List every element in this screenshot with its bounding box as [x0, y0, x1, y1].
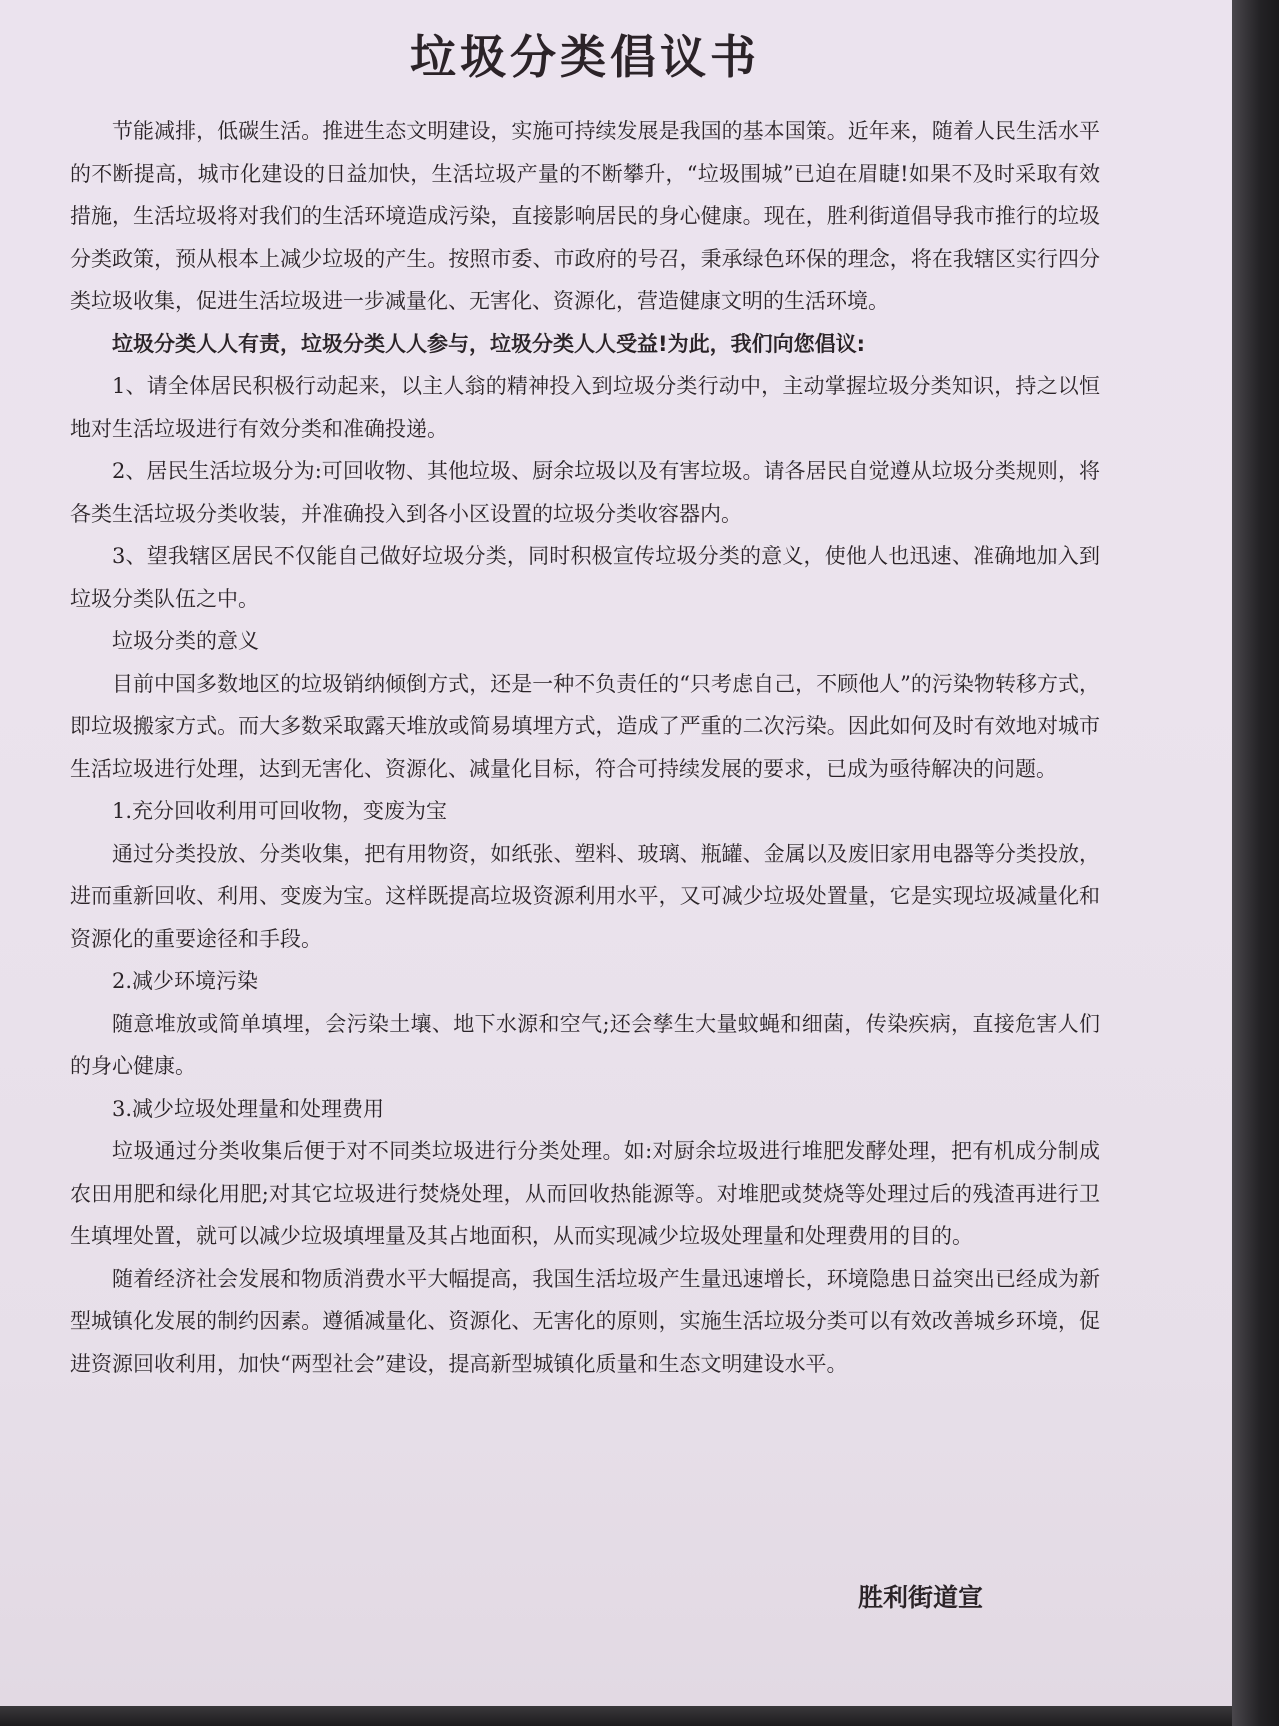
meaning-intro-paragraph: 目前中国多数地区的垃圾销纳倾倒方式，还是一种不负责任的“只考虑自己，不顾他人”的污染物转移方式，即垃圾搬家方式。而大多数采取露天堆放或简易填埋方式，造成了严重的二次污染。因此如何及时有效地对城市生活垃圾进行处理，达到无害化、资源化、减量化目标，符合可持续发展的要求，已成为亟待解决的问题。 [70, 671, 1100, 781]
section-heading: 3.减少垃圾处理量和处理费用 [112, 1096, 385, 1121]
section-body: 垃圾通过分类收集后便于对不同类垃圾进行分类处理。如:对厨余垃圾进行堆肥发酵处理，把有机成分制成农田用肥和绿化用肥;对其它垃圾进行焚烧处理，从而回收热能源等。对堆肥或焚烧等处理过后的残渣再进行卫生填埋处置，就可以减少垃圾填埋量及其占地面积，从而实现减少垃圾处理量和处理费用的目的。 [70, 1139, 1100, 1248]
proposal-item: 1、请全体居民积极行动起来，以主人翁的精神投入到垃圾分类行动中，主动掌握垃圾分类知识，持之以恒地对生活垃圾进行有效分类和准确投递。 [70, 374, 1100, 441]
proposal-item: 3、望我辖区居民不仅能自己做好垃圾分类，同时积极宣传垃圾分类的意义，使他人也迅速、准确地加入到垃圾分类队伍之中。 [70, 544, 1100, 611]
proposal-item: 2、居民生活垃圾分为:可回收物、其他垃圾、厨余垃圾以及有害垃圾。请各居民自觉遵从垃圾分类规则，将各类生活垃圾分类收装，并准确投入到各小区设置的垃圾分类收容器内。 [70, 459, 1100, 526]
intro-paragraph: 节能减排，低碳生活。推进生态文明建设，实施可持续发展是我国的基本国策。近年来，随着人民生活水平的不断提高，城市化建设的日益加快，生活垃圾产量的不断攀升，“垃圾围城”已迫在眉睫!如果不及时采取有效措施，生活垃圾将对我们的生活环境造成污染，直接影响居民的身心健康。现在，胜利街道倡导我市推行的垃圾分类政策，预从根本上减少垃圾的产生。按照市委、市政府的号召，秉承绿色环保的理念，将在我辖区实行四分类垃圾收集，促进生活垃圾进一步减量化、无害化、资源化，营造健康文明的生活环境。 [70, 119, 1100, 313]
background-bottom [0, 1706, 1232, 1726]
call-paragraph: 垃圾分类人人有责，垃圾分类人人参与，垃圾分类人人受益!为此，我们向您倡议: [112, 331, 865, 356]
meaning-heading: 垃圾分类的意义 [112, 629, 259, 653]
background-edge [1232, 0, 1279, 1726]
section-body: 通过分类投放、分类收集，把有用物资，如纸张、塑料、玻璃、瓶罐、金属以及废旧家用电器等分类投放，进而重新回收、利用、变废为宝。这样既提高垃圾资源利用水平，又可减少垃圾处置量，它是实现垃圾减量化和资源化的重要途径和手段。 [70, 841, 1100, 951]
conclusion-paragraph: 随着经济社会发展和物质消费水平大幅提高，我国生活垃圾产生量迅速增长，环境隐患日益突出已经成为新型城镇化发展的制约因素。遵循减量化、资源化、无害化的原则，实施生活垃圾分类可以有效改善城乡环境，促进资源回收利用，加快“两型社会”建设，提高新型城镇化质量和生态文明建设水平。 [70, 1266, 1100, 1376]
section-body: 随意堆放或简单填埋，会污染土壤、地下水源和空气;还会孳生大量蚊蝇和细菌，传染疾病，直接危害人们的身心健康。 [70, 1011, 1100, 1078]
document-body [70, 24, 1100, 1385]
signature: 胜利街道宣 [858, 1583, 984, 1612]
section-heading: 2.减少环境污染 [112, 969, 259, 993]
document-title: 垃圾分类倡议书 [410, 30, 760, 84]
section-heading: 1.充分回收利用可回收物，变废为宝 [112, 799, 448, 823]
